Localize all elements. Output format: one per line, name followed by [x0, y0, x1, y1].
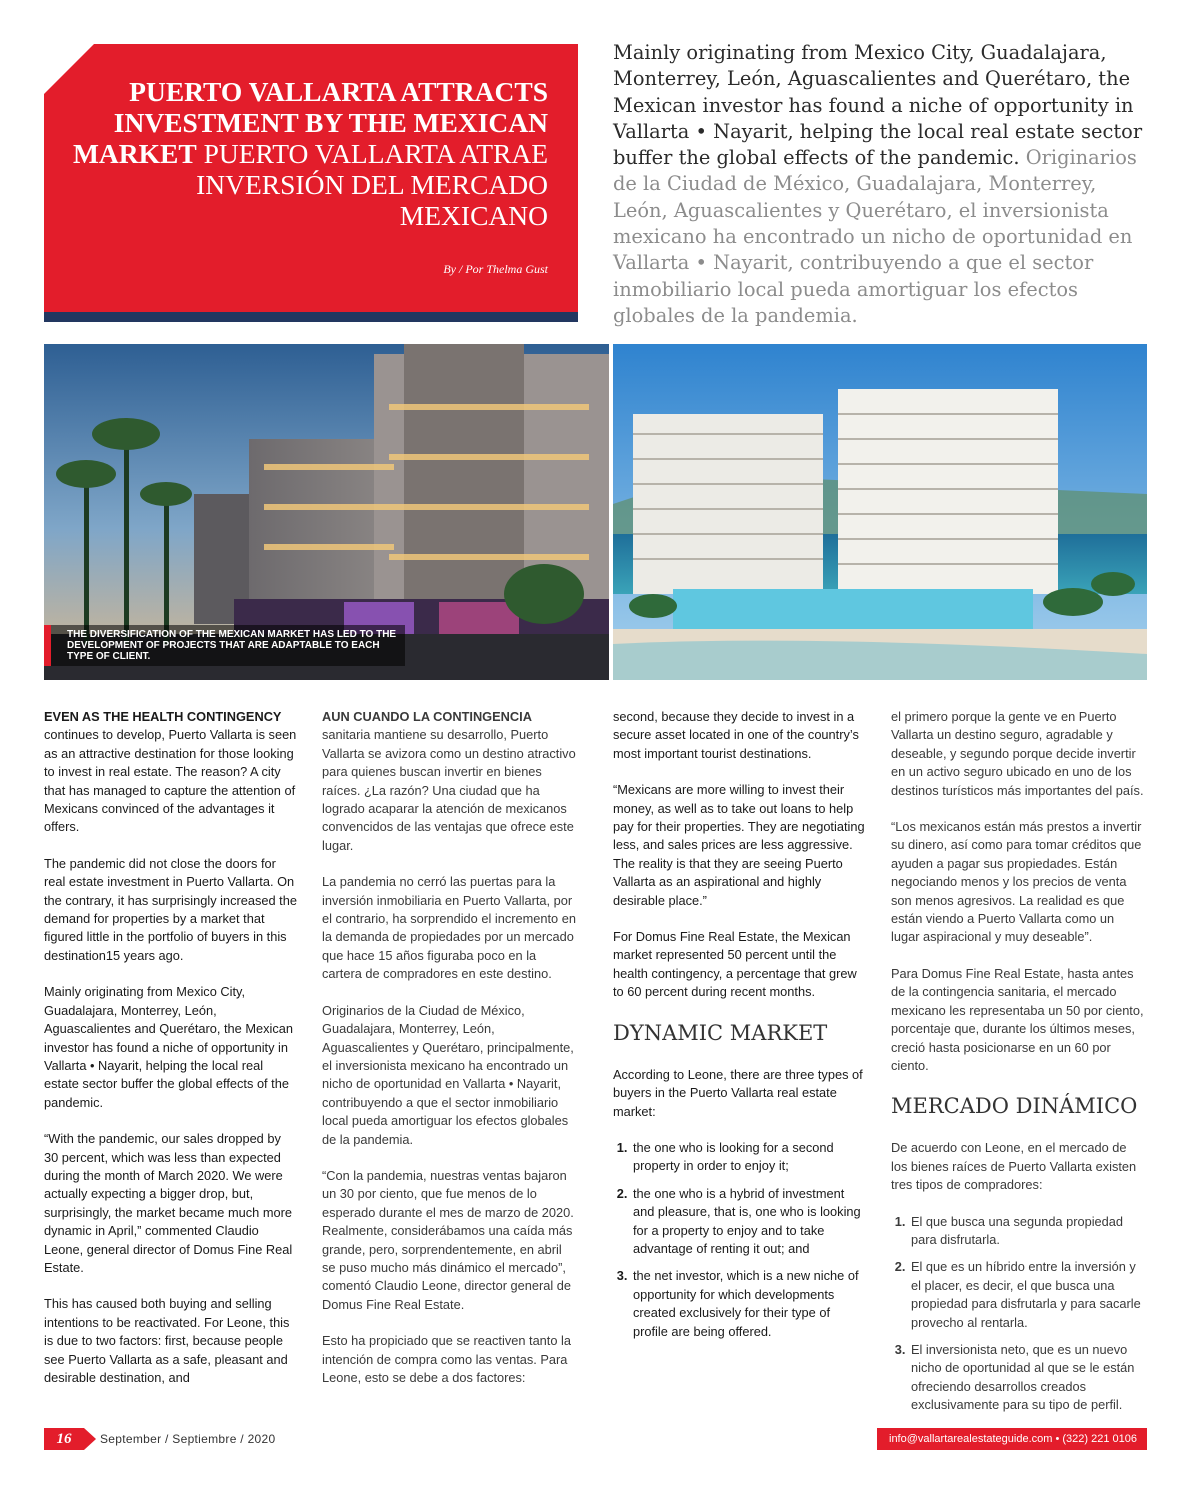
list-item: 1. El que busca una segunda propiedad para disfrutarla. [909, 1213, 1145, 1250]
issue-date: September / Septiembre / 2020 [100, 1432, 276, 1446]
col2-paragraph-5: Esto ha propiciado que se reactiven tanto la intención de compra como las ventas. Para Leone, esto se debe a dos factores: [322, 1333, 571, 1385]
photo-beach-towers [613, 344, 1147, 680]
page-number-arrow [84, 1428, 96, 1450]
col1-paragraph-5: This has caused both buying and selling intentions to be reactivated. For Leone, this is due to two factors: first, because people see Puerto Vallarta as a safe, pleasant and desirable destination, and [44, 1296, 290, 1385]
title-underline-bar [44, 312, 578, 322]
col1-paragraph-1: continues to develop, Puerto Vallarta is seen as an attractive destination for those looking to invest in real estate. The reason? A city that has managed to capture the attention of Mexicans convinced of the advantages it offers. [44, 727, 297, 835]
col3-heading: DYNAMIC MARKET [613, 1020, 828, 1045]
list-item: 1. the one who is looking for a second property in order to enjoy it; [631, 1139, 867, 1176]
article-title [68, 76, 548, 231]
intro-es: Originarios de la Ciudad de México, Guadalajara, Monterrey, León, Aguascalientes y Querétaro, el inversionista mexicano ha encontrado un nicho de oportunidad en Vallarta • Nayarit, contribuyendo a que el sector inmobiliario local pueda amortiguar los efectos globales de la pandemia. [613, 146, 1137, 327]
col3-paragraph-4: According to Leone, there are three types of buyers in the Puerto Vallarta real estate market: [613, 1066, 863, 1119]
col1-paragraph-2: The pandemic did not close the doors for real estate investment in Puerto Vallarta. On the contrary, it has surprisingly increased the demand for properties by a market that figured little in the portfolio of buyers in this destination15 years ago. [44, 855, 297, 963]
intro-en: Mainly originating from Mexico City, Guadalajara, Monterrey, León, Aguascalientes and Querétaro, the Mexican investor has found a niche of opportunity in Vallarta • Nayarit, helping the local real estate sector buffer the global effects of the pandemic. [613, 41, 1143, 170]
col2-paragraph-2: La pandemia no cerró las puertas para la inversión inmobiliaria en Puerto Vallarta, por el contrario, ha sorprendido el incremento en la demanda de propiedades por un mercado que hace 15 años figuraba poco en la cartera de compradores en este destino. [322, 874, 576, 982]
intro-text [613, 40, 1153, 329]
col4-paragraph-2: “Los mexicanos están más prestos a invertir su dinero, así como para tomar créditos que ayuden a pagar sus propiedades. Están negociando menos y los precios de venta son menos agresivos. La realidad es que están viendo a Puerto Vallarta como un lugar aspiracional y muy deseable”. [891, 819, 1142, 945]
col1-paragraph-4: “With the pandemic, our sales dropped by 30 percent, which was less than expected during the month of March 2020. We were actually expecting a bigger drop, but, surprisingly, the market became much more dynamic in April,” commented Claudio Leone, general director of Domus Fine Real Estate. [44, 1131, 293, 1275]
list-item: 3. the net investor, which is a new niche of opportunity for which developments created exclusively for their type of profile are being offered. [631, 1267, 867, 1341]
col4-paragraph-3: Para Domus Fine Real Estate, hasta antes de la contingencia sanitaria, el mercado mexicano les representaba un 50 por ciento, porcentaje que, durante los últimos meses, creció hasta posicionarse en un 60 por ciento. [891, 965, 1144, 1073]
col2-paragraph-1: sanitaria mantiene su desarrollo, Puerto Vallarta se avizora como un destino atractivo para quienes buscan invertir en bienes raíces. ¿La razón? Una ciudad que ha logrado acaparar la atención de mexicanos convencidos de las ventajas que ofrece este lugar. [322, 727, 576, 853]
column-4-spanish [891, 708, 1145, 1425]
col1-paragraph-3: Mainly originating from Mexico City, Guadalajara, Monterrey, León, Aguascalientes and Querétaro, the Mexican investor has found a niche of opportunity in Vallarta • Nayarit, helping the local real estate sector buffer the global effects of the pandemic. [44, 984, 293, 1110]
article-title-en: PUERTO VALLARTA ATTRACTS INVESTMENT BY THE MEXICAN MARKET [72, 76, 548, 169]
col4-heading: MERCADO DINÁMICO [891, 1094, 1138, 1119]
col3-paragraph-1: second, because they decide to invest in a secure asset located in one of the country’s most important tourist destinations. [613, 709, 859, 761]
list-item: 3. El inversionista neto, que es un nuevo nicho de oportunidad al que se le están ofreciendo desarrollos creados exclusivamente para su tipo de perfil. [909, 1341, 1145, 1415]
article-title-es: PUERTO VALLARTA ATRAE INVERSIÓN DEL MERCADO MEXICANO [196, 138, 548, 231]
col3-paragraph-3: For Domus Fine Real Estate, the Mexican market represented 50 percent until the health contingency, a percentage that grew to 60 percent during recent months. [613, 929, 857, 1000]
col3-paragraph-2: “Mexicans are more willing to invest their money, as well as to take out loans to help pay for their properties. They are negotiating less, and sales prices are less aggressive. The reality is that they are seeing Puerto Vallarta as an aspirational and highly desirable place.” [613, 782, 865, 908]
column-1-english [44, 708, 298, 1405]
list-item: 2. the one who is a hybrid of investment and pleasure, that is, one who is looking for a property to enjoy and to take advantage of renting it out; and [631, 1185, 867, 1259]
list-item: 2. El que es un híbrido entre la inversión y el placer, es decir, el que busca una propiedad para disfrutarla y para sacarle provecho al rentarla. [909, 1258, 1145, 1332]
contact-info: info@vallartarealestateguide.com • (322) 221 0106 [877, 1428, 1147, 1450]
beach-towers-illustration [613, 344, 1147, 680]
title-box [44, 44, 578, 322]
byline: By / Por Thelma Gust [443, 262, 548, 276]
col2-lead: AUN CUANDO LA CONTINGENCIA [322, 709, 532, 724]
col4-paragraph-4: De acuerdo con Leone, en el mercado de los bienes raíces de Puerto Vallarta existen tres tipos de compradores: [891, 1140, 1137, 1193]
photo-night-building [44, 344, 609, 680]
photo-caption: THE DIVERSIFICATION OF THE MEXICAN MARKET HAS LED TO THE DEVELOPMENT OF PROJECTS THAT ARE ADAPTABLE TO EACH TYPE OF CLIENT. [44, 625, 405, 666]
page-number: 16 [44, 1428, 84, 1450]
column-2-spanish [322, 708, 576, 1405]
column-3-english [613, 708, 867, 1351]
col4-paragraph-1: el primero porque la gente ve en Puerto Vallarta un destino seguro, agradable y deseable, y segundo porque decide invertir en un activo seguro ubicado en uno de los destinos turísticos más importantes del país. [891, 709, 1144, 798]
col2-paragraph-4: “Con la pandemia, nuestras ventas bajaron un 30 por ciento, que fue menos de lo esperado durante el mes de marzo de 2020. Realmente, considerábamos una caída más grande, pero, sorprendentemente, en abril se puso mucho más dinámico el mercado”, comentó Claudio Leone, director general de Domus Fine Real Estate. [322, 1167, 574, 1312]
col2-paragraph-3: Originarios de la Ciudad de México, Guadalajara, Monterrey, León, Aguascalientes y Querétaro, principalmente, el inversionista mexicano ha encontrado un nicho de oportunidad en Vallarta • Nayarit, contribuyendo a que el sector inmobiliario local pueda amortiguar los efectos globales de la pandemia. [322, 1002, 574, 1147]
col1-lead: EVEN AS THE HEALTH CONTINGENCY [44, 709, 282, 724]
col3-buyer-list [613, 1139, 867, 1341]
col4-buyer-list [891, 1213, 1145, 1415]
page-footer [44, 1428, 1147, 1450]
